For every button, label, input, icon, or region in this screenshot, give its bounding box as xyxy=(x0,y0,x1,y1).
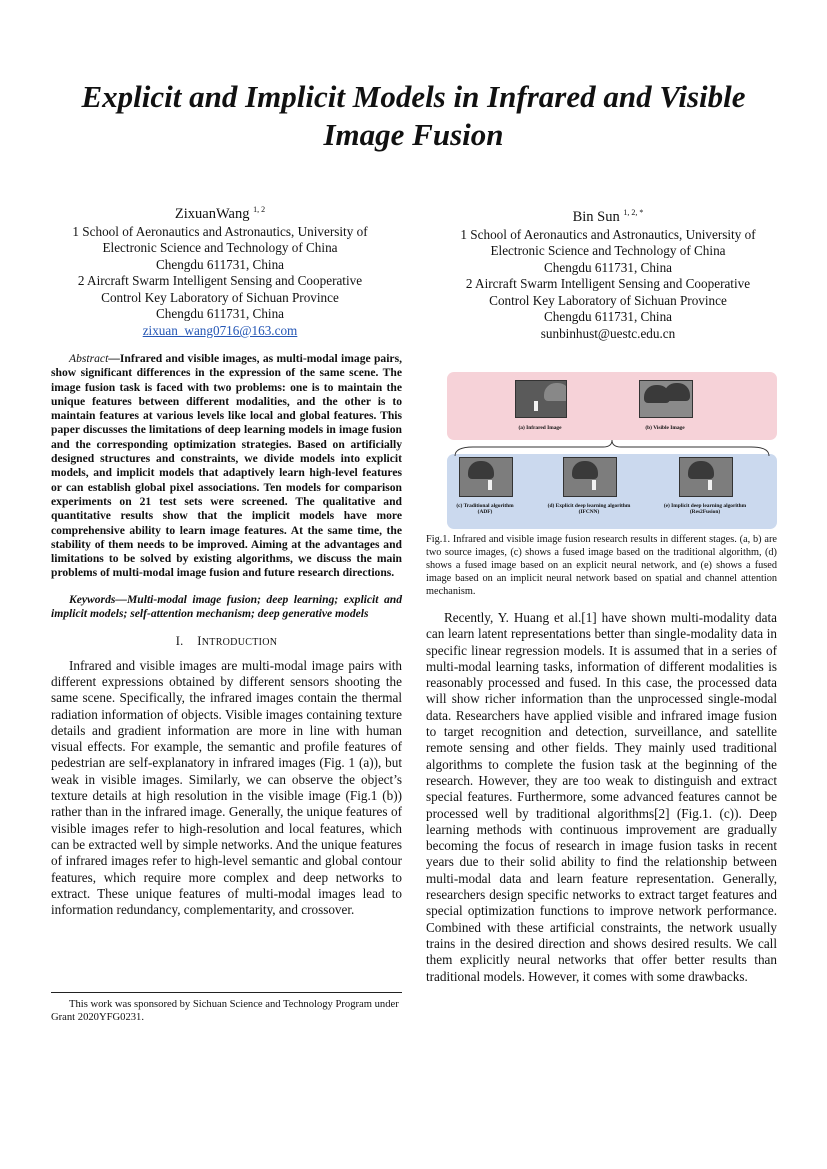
figure-label-d-line2: (IFCNN) xyxy=(578,509,600,516)
infrared-image xyxy=(515,380,567,418)
footnote-rule xyxy=(51,992,402,993)
author-name: Bin Sun xyxy=(572,208,620,225)
affiliation-line: Chengdu 611731, China xyxy=(155,256,285,272)
section-heading xyxy=(51,633,402,651)
section-number: I. xyxy=(175,634,184,649)
keywords-text: —Multi-modal image fusion; deep learning; explicit and implicit models; self-attention mechanism; deep generative models xyxy=(51,592,402,621)
affiliation-line: Electronic Science and Technology of China xyxy=(490,243,726,259)
abstract-text: —Infrared and visible images, as multi-modal image pairs, show significant differences in the expression of the same scene. The image fusion task is faced with two problems: one is to maintain the unique features between different modalities, and the other is to maintain features at various levels like local and global features. This paper discusses the limitations of deep learning models in image fusion and the corresponding optimization strategies. Based on artificially designed structures and constraints, we divide models into explicit models, and implicit models that adaptively learn high-level features or can establish global pixel associations. Ten models for comparison experiments on 21 test sets were screened. The qualitative and quantitative results show that the implicit models have more comprehensive ability to learn image features. At the same time, the stability of them needs to be improved. Aiming at the advantages and limitations to be solved by existing algorithms, we discuss the main problems of multi-modal image fusion and future research directions. xyxy=(51,352,402,580)
figure-label-d xyxy=(539,503,639,515)
figure-label-b: (b) Visible Image xyxy=(645,425,685,431)
figure-label-e-line1: (e) Implicit deep learning algorithm xyxy=(663,503,747,509)
section-title-initial: I xyxy=(197,634,202,649)
section-title-rest: NTRODUCTION xyxy=(201,637,278,649)
brace-icon xyxy=(453,438,771,458)
figure-caption xyxy=(426,533,777,598)
intro-paragraph: Infrared and visible images are multi-modal image pairs with different expressions obtained by different sensors shooting the same scene. Specifically, the infrared images contain the thermal radiation information of objects. Visible images containing texture details and gradient information are more in line with human visual effects. For example, the semantic and profile features of pedestrian are self-explanatory in infrared images (Fig. 1 (a)), but weak in visible images. Similarly, we can observe the object’s texture details at high resolution in the visible image (Fig.1 (b)) rather than in the infrared image. Generally, the unique features of visible images refer to high-resolution and local features, which can be extracted well by simple networks. And the unique features of infrared images refer to high-level semantic and global contour features, which require more complex and deep networks to extract. These unique features of multi-modal images lead to information redundancy, complementarity, and crossover. xyxy=(51,657,402,918)
abstract xyxy=(51,352,402,581)
affiliation-line: Chengdu 611731, China xyxy=(543,309,673,325)
author-block-1 xyxy=(52,200,388,339)
footnote-text: This work was sponsored by Sichuan Science and Technology Program under Grant 2020YFG0231. xyxy=(51,999,399,1023)
affiliation-line: 2 Aircraft Swarm Intelligent Sensing and Cooperative xyxy=(465,276,751,292)
fused-image-traditional xyxy=(459,457,513,497)
affiliation-line: Electronic Science and Technology of China xyxy=(102,240,338,256)
figure-label-c-line1: (c) Traditional algorithm xyxy=(456,503,514,509)
keywords xyxy=(51,593,402,622)
figure-label-e xyxy=(653,503,757,515)
fused-image-explicit xyxy=(563,457,617,497)
fused-image-implicit xyxy=(679,457,733,497)
affiliation-line: Control Key Laboratory of Sichuan Province xyxy=(101,289,339,305)
affiliation-line: Control Key Laboratory of Sichuan Province xyxy=(489,292,727,308)
affiliation-line: Chengdu 611731, China xyxy=(543,259,673,275)
right-column xyxy=(426,610,777,985)
figure-label-a: (a) Infrared Image xyxy=(518,425,562,431)
affiliation-line: 2 Aircraft Swarm Intelligent Sensing and Cooperative xyxy=(77,273,363,289)
footnote xyxy=(51,998,402,1024)
author-affiliation-marks: 1, 2, * xyxy=(623,208,644,217)
figure-label-d-line1: (d) Explicit deep learning algorithm xyxy=(547,503,631,509)
figure-label-c-line2: (ADF) xyxy=(477,509,493,516)
author-email-link[interactable]: zixuan_wang0716@163.com xyxy=(142,322,298,338)
author-name: ZixuanWang xyxy=(174,205,250,222)
keywords-label: Keywords xyxy=(69,592,116,606)
figure-1 xyxy=(447,372,777,529)
author-block-2 xyxy=(440,203,776,342)
visible-image xyxy=(639,380,693,418)
abstract-label: Abstract xyxy=(69,352,109,365)
left-column xyxy=(51,352,402,918)
figure-label-c xyxy=(447,503,523,515)
author-affiliation-marks: 1, 2 xyxy=(253,205,266,214)
figure-label-e-line2: (Res2Fusion) xyxy=(689,509,721,516)
right-paragraph: Recently, Y. Huang et al.[1] have shown multi-modality data can learn latent representations better than single-modality data in specific linear regression models. It is assumed that in a series of multi-modal learning tasks, information of different modalities is reasonably processed and fused. In this case, the processed data will show richer information than the unprocessed single-modal data. Researchers have applied visible and infrared image fusion to target recognition and detection, surveillance, and satellite remote sensing and other fields. They mainly used traditional algorithms to complete the fusion task at the beginning of the research. However, they are too weak to distinguish and extract special features. Furthermore, some advanced features cannot be processed well by traditional algorithms[2] (Fig.1. (c)). Deep learning methods with continuous improvement are gradually becoming the focus of research in image fusion tasks in recent years due to their solid ability to find the relationship between multi-modal data and learn feature representation. Generally, researchers design specific networks to extract target features and special optimization functions to improve network performance. Combined with these artificial constraints, the network usually trains in the desired direction and shows desired results. We call them explicitly neural networks that offer better results than traditional models. However, it comes with some drawbacks. xyxy=(426,610,777,984)
paper-title: Explicit and Implicit Models in Infrared and Visible Image Fusion xyxy=(81,79,746,152)
author-email: sunbinhust@uestc.edu.cn xyxy=(540,325,676,341)
figure-caption-text: Fig.1. Infrared and visible image fusion research results in different stages. (a, b) are two source images, (c) shows a fused image based on the traditional algorithm, (d) shows a fused image based on an explicit neural network, and (e) shows a fused image based on an implicit neural network based on spatial and channel attention mechanism. xyxy=(426,534,777,597)
affiliation-line: Chengdu 611731, China xyxy=(155,306,285,322)
affiliation-line: 1 School of Aeronautics and Astronautics, University of xyxy=(460,226,756,242)
affiliation-line: 1 School of Aeronautics and Astronautics, University of xyxy=(72,223,368,239)
